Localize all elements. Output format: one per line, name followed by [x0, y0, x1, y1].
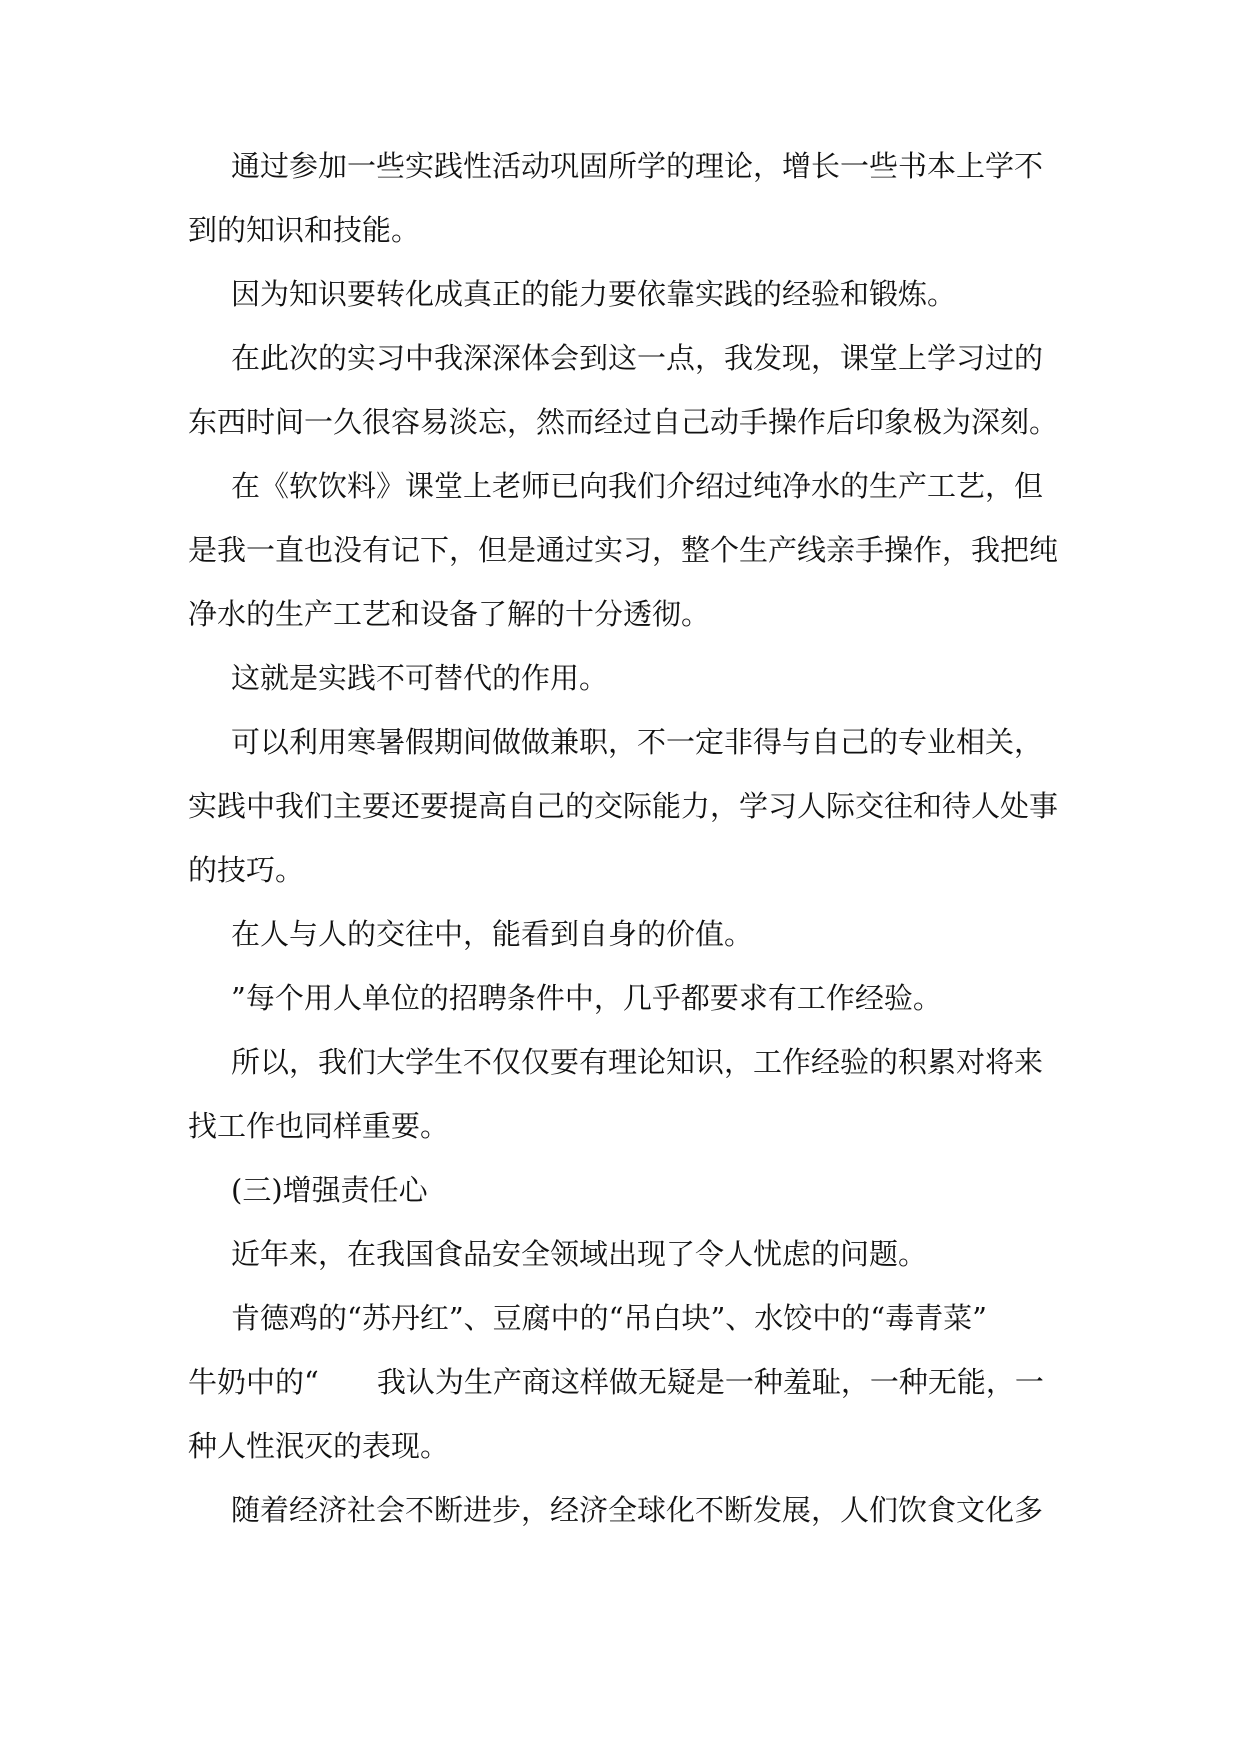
- paragraph-line: 在此次的实习中我深深体会到这一点，我发现，课堂上学习过的: [231, 341, 1044, 375]
- paragraph-line: 在《软饮料》课堂上老师已向我们介绍过纯净水的生产工艺，但: [231, 469, 1044, 503]
- paragraph-line: 是我一直也没有记下，但是通过实习，整个生产线亲手操作，我把纯: [188, 533, 1059, 567]
- paragraph-line: 在人与人的交往中，能看到自身的价值。: [231, 917, 754, 951]
- paragraph-line: 所以，我们大学生不仅仅要有理论知识，工作经验的积累对将来: [231, 1045, 1044, 1079]
- paragraph-line: 近年来，在我国食品安全领域出现了令人忧虑的问题。: [231, 1237, 928, 1271]
- paragraph-line: 随着经济社会不断进步，经济全球化不断发展，人们饮食文化多: [231, 1493, 1044, 1527]
- paragraph-line: 的技巧。: [188, 853, 305, 887]
- paragraph-line: 实践中我们主要还要提高自己的交际能力，学习人际交往和待人处事: [188, 789, 1059, 823]
- paragraph-line: 到的知识和技能。: [188, 213, 421, 247]
- paragraph-line: 因为知识要转化成真正的能力要依靠实践的经验和锻炼。: [231, 277, 957, 311]
- paragraph-line: 肯德鸡的“苏丹红”、豆腐中的“吊白块”、水饺中的“毒青菜”: [231, 1301, 987, 1335]
- paragraph-line: 找工作也同样重要。: [188, 1109, 450, 1143]
- paragraph-line: 牛奶中的“ 我认为生产商这样做无疑是一种羞耻，一种无能，一: [188, 1365, 1044, 1399]
- section-heading: (三)增强责任心: [231, 1173, 428, 1207]
- paragraph-line: 可以利用寒暑假期间做做兼职，不一定非得与自己的专业相关，: [231, 725, 1044, 759]
- paragraph-line: 这就是实践不可替代的作用。: [231, 661, 609, 695]
- paragraph-line: 东西时间一久很容易淡忘，然而经过自己动手操作后印象极为深刻。: [188, 405, 1059, 439]
- paragraph-line: 通过参加一些实践性活动巩固所学的理论，增长一些书本上学不: [231, 149, 1044, 183]
- paragraph-line: 净水的生产工艺和设备了解的十分透彻。: [188, 597, 711, 631]
- paragraph-line: ”每个用人单位的招聘条件中，几乎都要求有工作经验。: [231, 981, 942, 1015]
- paragraph-line: 种人性泯灭的表现。: [188, 1429, 450, 1463]
